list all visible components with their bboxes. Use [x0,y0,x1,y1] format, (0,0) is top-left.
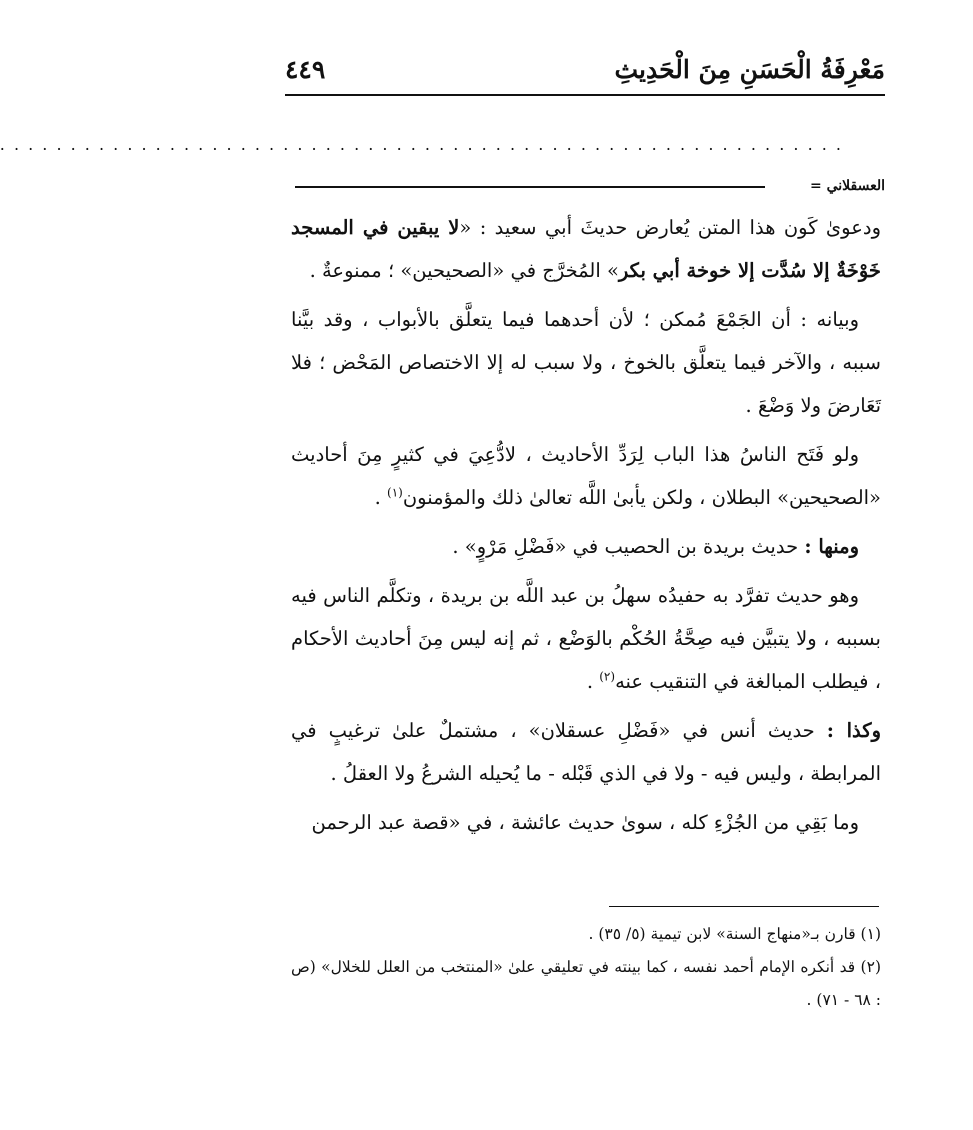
paragraph [291,525,881,568]
text-span: ودعوىٰ كَون هذا المتن يُعارض حديثَ أبي سعيد : « [459,216,881,239]
lead-word: وكذا : [826,719,881,742]
paragraph [291,298,881,427]
paragraph [291,574,881,703]
lead-word: ومنها : [804,535,859,558]
footnote: (٢) قد أنكره الإمام أحمد نفسه ، كما بينته في تعليقي علىٰ «المنتخب من العلل للخلال» (ص : ٦٨ - ٧١) . [291,958,881,1009]
dotted-separator: . . . . . . . . . . . . . . . . . . . . . . . . . . . . . . . . . . . . . . . . . . . . . . . . . . . . . . . . . . . . [0,135,843,154]
continued-footnote-header [295,176,885,198]
text-span: حديث أنس في «فَضْلِ عسقلان» ، مشتملٌ علىٰ ترغيبٍ في المرابطة ، وليس فيه - ولا في الذي قَبْله - ما يُحيله الشرعُ ولا العقلُ . [291,719,881,785]
text-span: . [586,670,600,693]
paragraph [291,801,881,844]
paragraph [291,433,881,519]
footnote-ref: (٢) [599,669,616,684]
footnotes [291,918,881,1017]
paragraph [291,206,881,292]
text-span: حديث بريدة بن الحصيب في «فَضْلِ مَرْوٍ» . [452,535,805,558]
footnote-separator [609,906,879,907]
text-span: » المُخرَّج في «الصحيحين» ؛ ممنوعةٌ . [309,259,619,282]
footnote: (١) قارن بـ«منهاج السنة» لابن تيمية (٥/ ٣٥) . [588,925,881,943]
running-header [285,50,885,96]
chapter-title: مَعْرِفَةُ الْحَسَنِ مِنَ الْحَدِيثِ [614,55,885,84]
text-span: ولو فَتَح الناسُ هذا الباب لِرَدِّ الأحاديث ، لادُّعِيَ في كثيرٍ مِنَ أحاديث «الصحيحين» البطلان ، ولكن يأبىٰ اللَّه تعالىٰ ذلك والمؤمنون [291,443,881,509]
hadith-quote: لا يبقين في المسجد خَوْخَةٌ إلا سُدَّت إلا خوخة أبي بكر [291,216,881,282]
continued-label: العسقلاني = [809,178,885,194]
text-span: . [374,486,387,509]
continued-rule [295,186,765,188]
text-span: وهو حديث تفرَّد به حفيدُه سهلُ بن عبد اللَّه بن بريدة ، وتكلَّم الناس فيه بسببه ، ولا يتبيَّن فيه صِحَّةُ الحُكْم بالوَضْع ، ثم إنه ليس مِنَ أحاديث الأحكام ، فيطلب المبالغة في التنقيب عنه [291,584,881,693]
footnote-ref: (١) [387,485,403,500]
paragraph [291,709,881,795]
main-text [291,206,881,850]
page-number: ٤٤٩ [285,55,326,84]
text-span: وما بَقِي من الجُزْءِ كله ، سوىٰ حديث عائشة ، في «قصة عبد الرحمن [311,811,859,834]
text-span: وبيانه : أن الجَمْعَ مُمكن ؛ لأن أحدهما فيما يتعلَّق بالأبواب ، وقد بيَّنا سببه ، والآخر فيما يتعلَّق بالخوخ ، ولا سبب له إلا الاختصاص المَحْض ؛ فلا تَعَارضَ ولا وَضْعَ . [291,308,881,417]
